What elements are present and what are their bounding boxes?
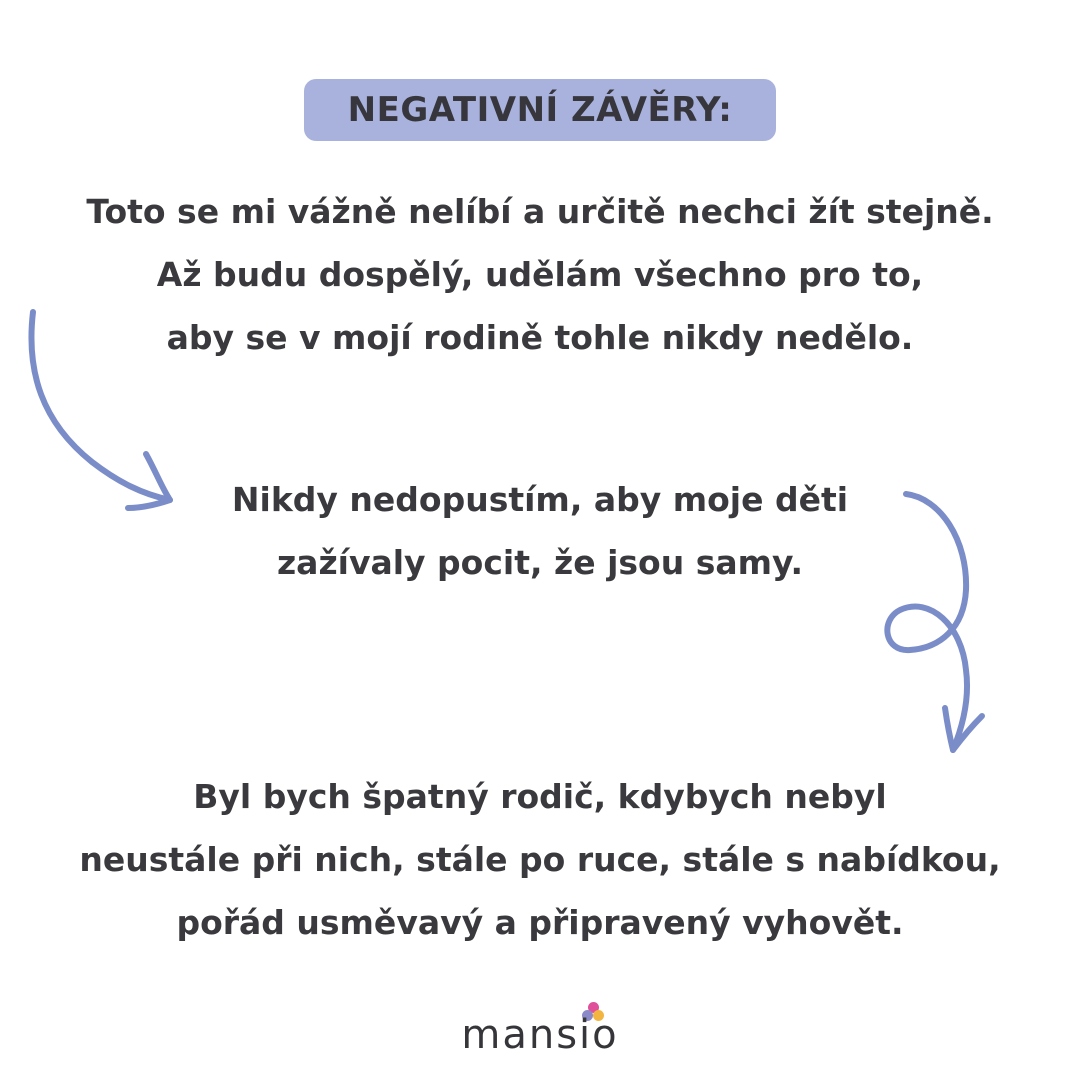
- paragraph-first: [0, 180, 1080, 369]
- paragraph-line: neustále při nich, stále po ruce, stále s nabídkou,: [79, 840, 1001, 879]
- paragraph-line: aby se v mojí rodině tohle nikdy nedělo.: [166, 318, 914, 357]
- paragraph-second: [0, 468, 1080, 594]
- paragraph-third: [0, 765, 1080, 954]
- brand-logo: [440, 1000, 640, 1070]
- arrow-right-head: [945, 708, 982, 750]
- paragraph-line: pořád usměvavý a připravený vyhovět.: [176, 903, 904, 942]
- paragraph-line: Nikdy nedopustím, aby moje děti: [231, 480, 849, 519]
- paragraph-line: Až budu dospělý, udělám všechno pro to,: [156, 255, 924, 294]
- page-title: NEGATIVNÍ ZÁVĚRY:: [347, 90, 733, 130]
- paragraph-line: zažívaly pocit, že jsou samy.: [276, 543, 804, 582]
- paragraph-line: Byl bych špatný rodič, kdybych nebyl: [193, 777, 887, 816]
- brand-name: mansio: [461, 1012, 619, 1058]
- title-badge: [304, 79, 776, 141]
- paragraph-line: Toto se mi vážně nelíbí a určitě nechci žít stejně.: [86, 192, 994, 231]
